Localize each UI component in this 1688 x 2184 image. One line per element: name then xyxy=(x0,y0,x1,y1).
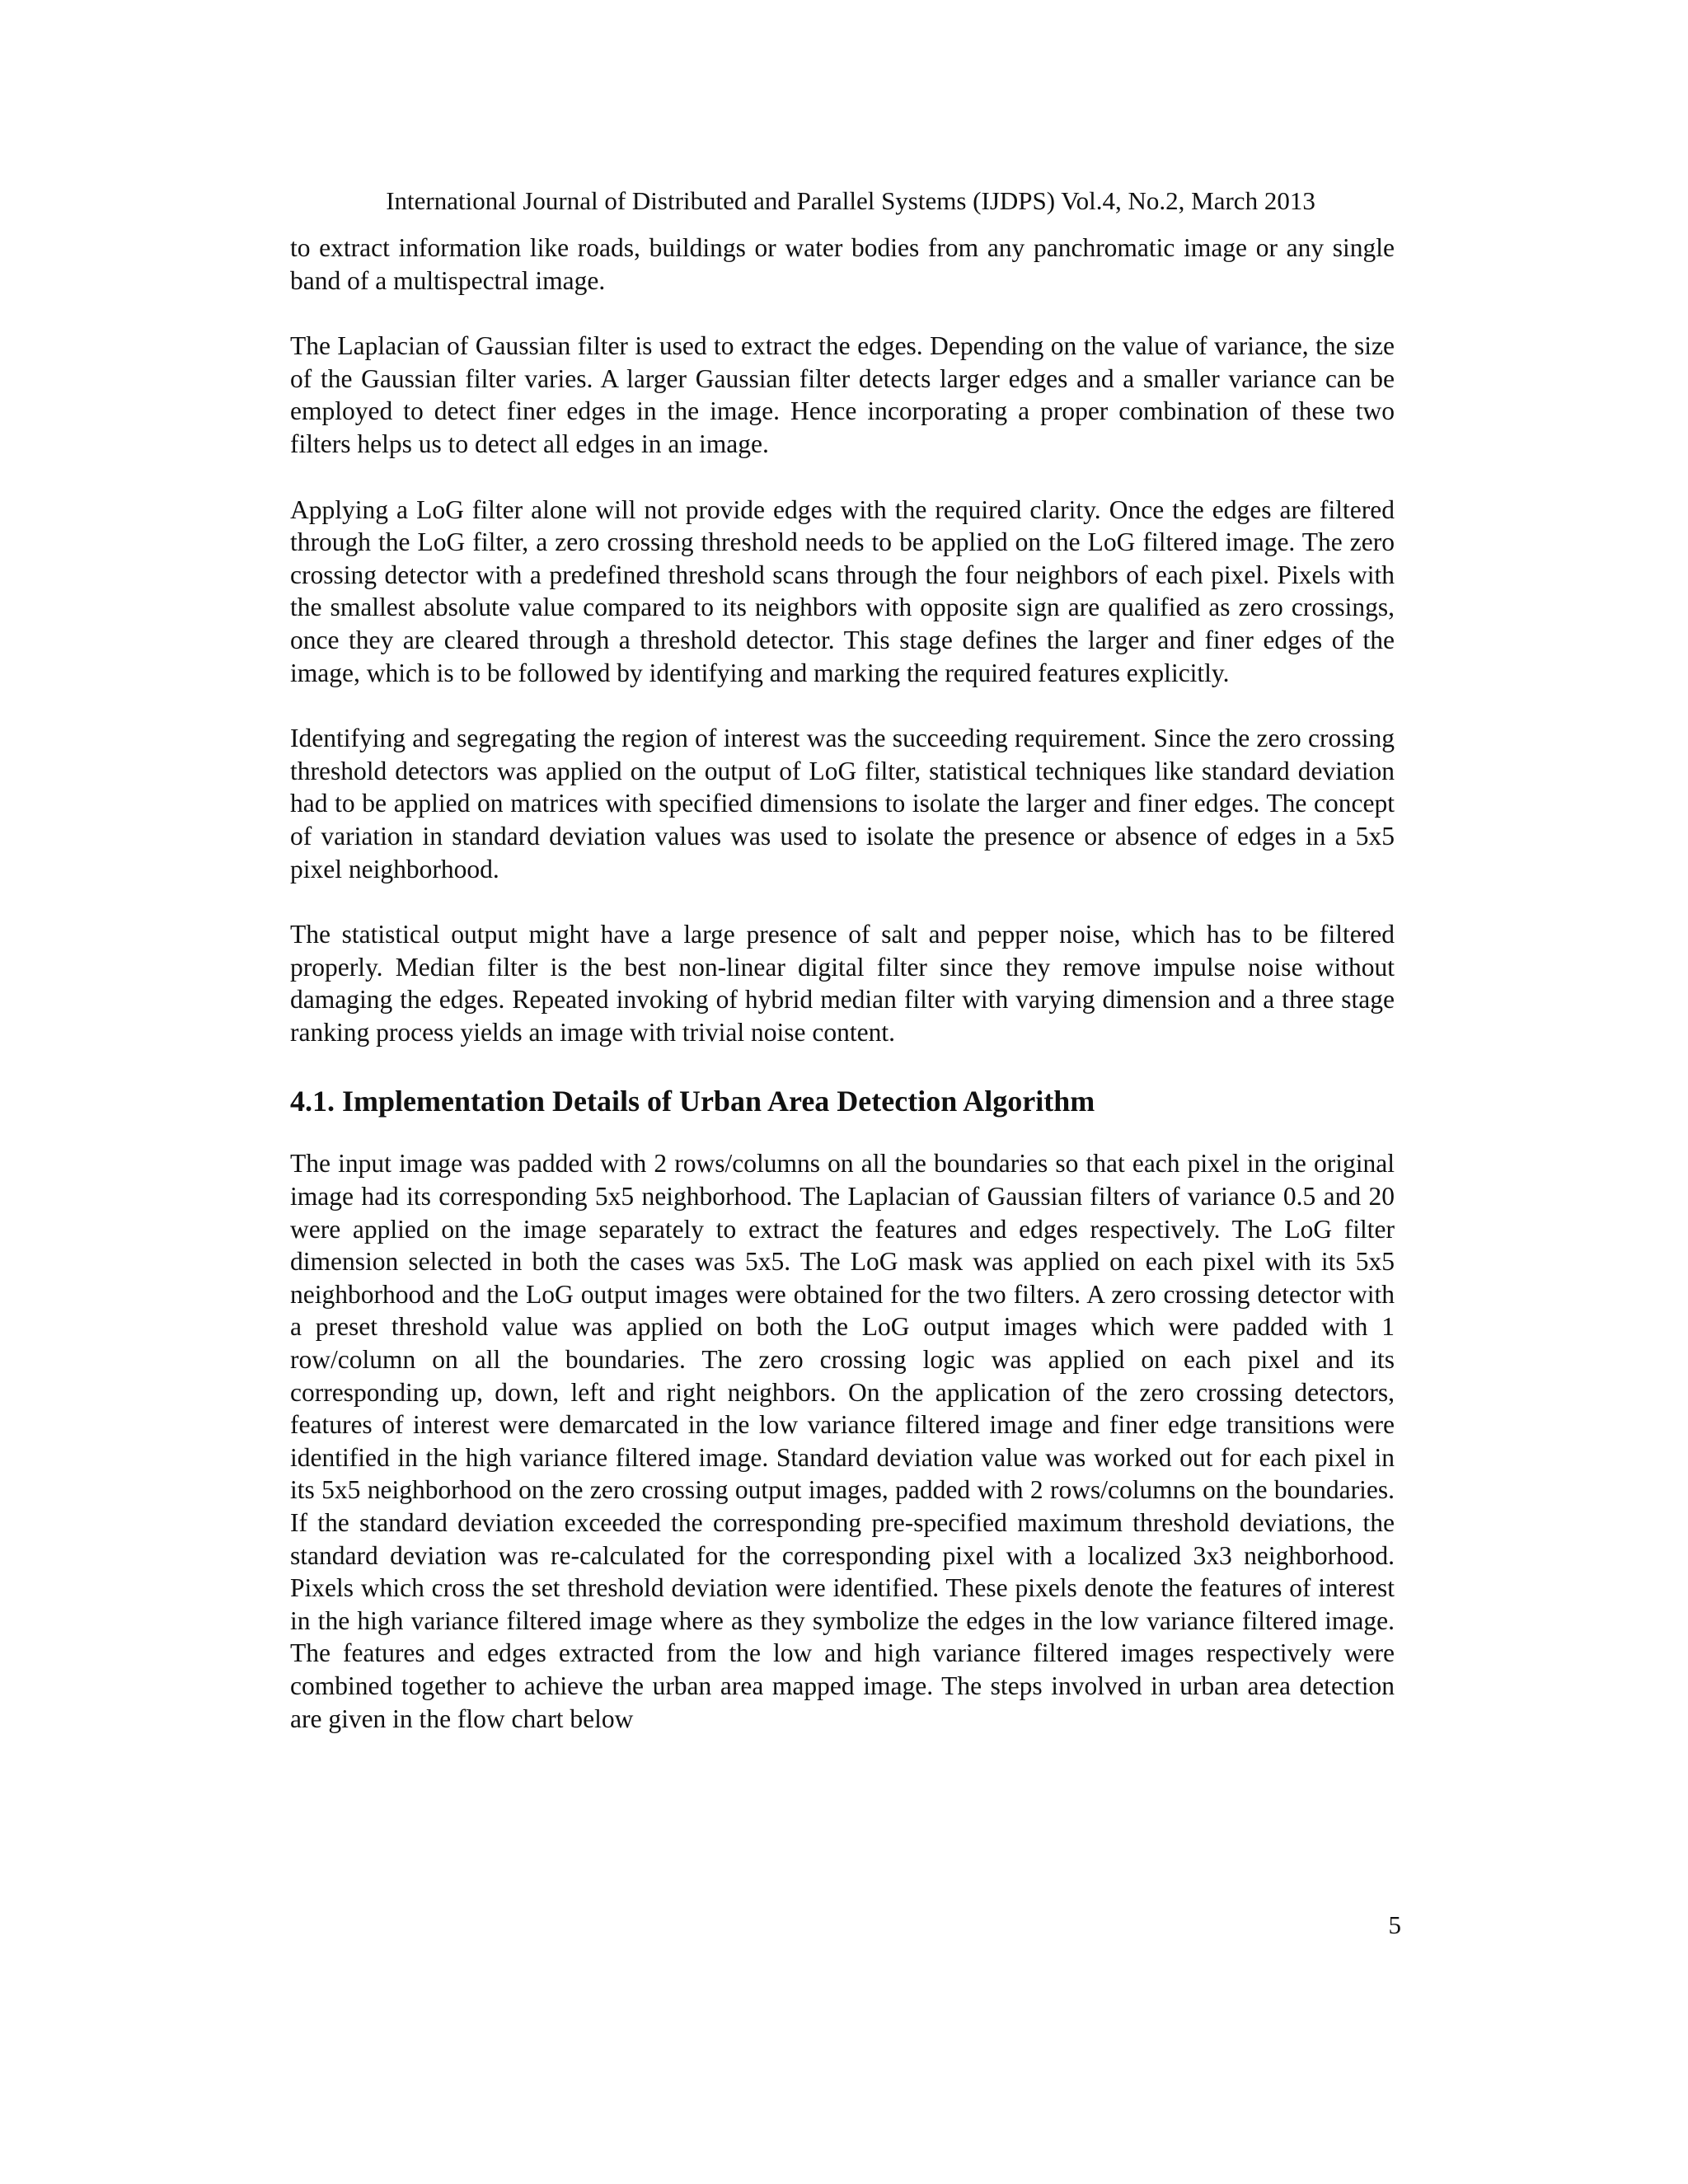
paragraph-implementation: The input image was padded with 2 rows/columns on all the boundaries so that each pixel in the original image had its corresponding 5x5 neighborhood. The Laplacian of Gaussian filters of variance 0.5 and 20 were applied on the image separately to extract the features and edges respectively. The LoG filter dimension selected in both the cases was 5x5. The LoG mask was applied on each pixel with its 5x5 neighborhood and the LoG output images were obtained for the two filters. A zero crossing detector with a preset threshold value was applied on both the LoG output images which were padded with 1 row/column on all the boundaries. The zero crossing logic was applied on each pixel and its corresponding up, down, left and right neighbors. On the application of the zero crossing detectors, features of interest were demarcated in the low variance filtered image and finer edge transitions were identified in the high variance filtered image. Standard deviation value was worked out for each pixel in its 5x5 neighborhood on the zero crossing output images, padded with 2 rows/columns on the boundaries. If the standard deviation exceeded the corresponding pre-specified maximum threshold deviations, the standard deviation was re-calculated for the corresponding pixel with a localized 3x3 neighborhood. Pixels which cross the set threshold deviation were identified. These pixels denote the features of interest in the high variance filtered image where as they symbolize the edges in the low variance filtered image. The features and edges extracted from the low and high variance filtered images respectively were combined together to achieve the urban area mapped image. The steps involved in urban area detection are given in the flow chart below xyxy=(290,1149,1395,1733)
paragraph-region-of-interest: Identifying and segregating the region of interest was the succeeding requirement. Since the zero crossing threshold detectors was applied on the output of LoG filter, statistical techniques like standard deviation had to be applied on matrices with specified dimensions to isolate the larger and finer edges. The concept of variation in standard deviation values was used to isolate the presence or absence of edges in a 5x5 pixel neighborhood. xyxy=(290,724,1395,883)
page-body xyxy=(290,232,1395,1768)
paragraph-zero-crossing: Applying a LoG filter alone will not provide edges with the required clarity. Once the edges are filtered through the LoG filter, a zero crossing threshold needs to be applied on the LoG filtered image. The zero crossing detector with a predefined threshold scans through the four neighbors of each pixel. Pixels with the smallest absolute value compared to its neighbors with opposite sign are qualified as zero crossings, once they are cleared through a threshold detector. This stage defines the larger and finer edges of the image, which is to be followed by identifying and marking the required features explicitly. xyxy=(290,494,1395,687)
journal-header: International Journal of Distributed and Parallel Systems (IJDPS) Vol.4, No.2, March 2013 xyxy=(386,186,1315,215)
section-heading: 4.1. Implementation Details of Urban Area Detection Algorithm xyxy=(290,1085,1095,1118)
paragraph-log-filter: The Laplacian of Gaussian filter is used to extract the edges. Depending on the value of variance, the size of the Gaussian filter varies. A larger Gaussian filter detects larger edges and a smaller variance can be employed to detect finer edges in the image. Hence incorporating a proper combination of these two filters helps us to detect all edges in an image. xyxy=(290,331,1395,458)
paragraph-median-filter: The statistical output might have a large presence of salt and pepper noise, which has to be filtered properly. Median filter is the best non-linear digital filter since they remove impulse noise without damaging the edges. Repeated invoking of hybrid median filter with varying dimension and a three stage ranking process yields an image with trivial noise content. xyxy=(290,920,1395,1047)
page-number: 5 xyxy=(1388,1910,1401,1939)
paragraph-continuation: to extract information like roads, buildings or water bodies from any panchromatic image or any single band of a multispectral image. xyxy=(290,233,1395,295)
